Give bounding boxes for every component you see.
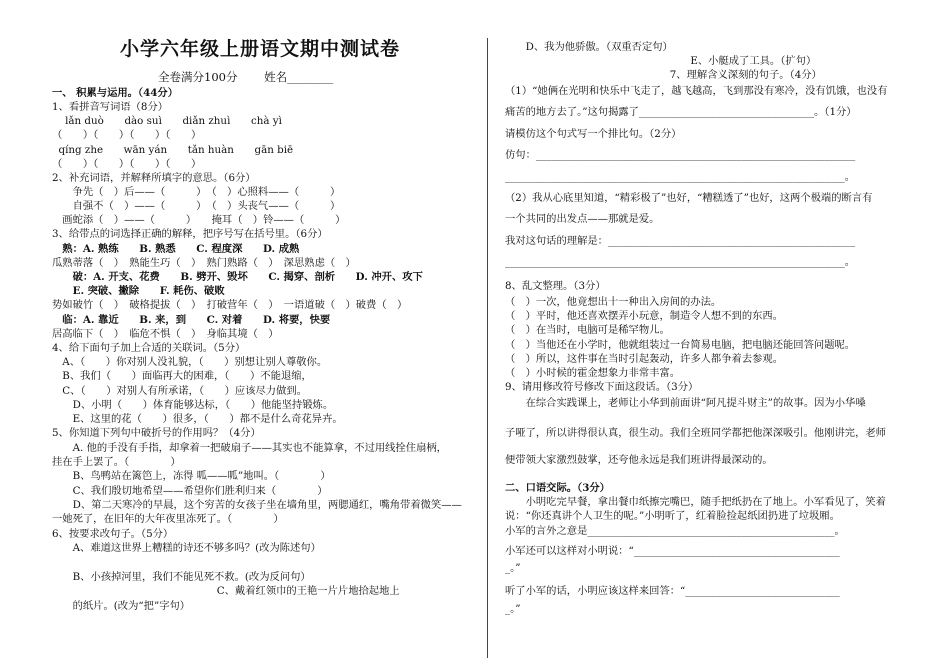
q1-pinyin-row-2: qíng zhe wān yán tǎn huàn gān biē [52,144,294,156]
q3-shu-options: 熟：A. 熟练 B. 熟悉 C. 程度深 D. 成熟 [52,243,300,255]
q1-blank-row-1: （ ）（ ）（ ）（ ） [52,129,202,141]
q1-heading: 1、看拼音写词语（8分） [52,101,169,113]
oral-passage-1: 小明吃完早餐，拿出餐巾纸擦完嘴巴，随手把纸扔在了地上。小军看见了，笑着 [505,496,886,508]
q4-b: B、我们（ ）面临再大的困难，（ ）不能退缩， [52,370,312,382]
oral-q2-end: _。” [505,562,521,574]
q7-2-line-2: 一个共同的出发点——那就是爱。 [505,213,660,225]
q8-item-3: （ ）在当时，电脑可是稀罕物儿。 [505,324,670,336]
q2-row-3: 画蛇添（ ）——（ ） 掩耳（ ）铃——（ ） [52,214,346,226]
q2-heading: 2、补充词语，并解释所填字的意思。（6分） [52,172,256,184]
q4-e: E、这里的花（ ）很多，（ ）都不是什么奇花异卉。 [52,413,343,425]
q3-shu-items: 瓜熟蒂落（ ） 熟能生巧（ ） 熟门熟路（ ） 深思熟虑（ ） [52,257,356,269]
q5-a: A. 他的手没有手指，却拿着一把破扇子——其实也不能算拿，不过用线拴住扇柄， [52,442,447,454]
oral-q3: 听了小军的话，小明应该这样来回答：“______________________________ [505,585,840,597]
oral-q2: 小军还可以这样对小明说：“________________________________________ [505,545,840,557]
q7-1-instruction: 请模仿这个句式写一个排比句。（2分） [505,128,682,140]
q5-c: C、我们殷切地希望——希望你们胜利归来（ ） [52,485,328,497]
q6-b: B、小孩掉河里，我们不能见死不救。(改为反问句） [52,571,311,583]
q4-a: A、（ ）你对别人没礼貌，（ ）别想让别人尊敬你。 [52,356,328,368]
q8-item-4: （ ）当他还在小学时，他就组装过一台简易电脑，把电脑还能回答问题呢。 [505,339,856,351]
q9-line-1: 在综合实践课上，老师让小华到前面讲“阿凡提斗财主”的故事。因为小华嗓 [505,397,866,409]
q5-d-cont: 一她死了，在旧年的大年夜里冻死了。（ ） [52,513,284,525]
q7-imitation-line-2: __________________________________________________________________。 [505,171,856,183]
oral-passage-2: 说：“你还真讲个人卫生的呢。”小明听了，红着脸捡起纸团扔进了垃圾厢。 [505,510,840,522]
q6-a: A、难道这世界上糟糕的诗还不够多吗？(改为陈述句） [52,542,321,554]
q8-item-2: （ ）平时，他还喜欢摆弄小玩意，制造令人想不到的东西。 [505,310,784,322]
oral-q3-end: _。” [505,603,521,615]
q9-heading: 9、请用修改符号修改下面这段话。（3分） [505,381,699,393]
q3-po-items: 势如破竹（ ） 破格提拔（ ） 打破营年（ ） 一语道破（ ）破费（ ） [52,299,408,311]
q7-2-line-1: （2）我从心底里知道，“精彩极了”也好，“糟糕透了”也好，这两个极端的断言有 [505,192,873,204]
q5-d: D、第二天寒冷的早晨，这个穷苦的女孩子坐在墙角里，两腮通红，嘴角带着微笑—— [52,499,462,511]
q9-line-3: 便带领大家激烈鼓掌，还夸他永远是我们班讲得最深动的。 [505,454,773,466]
q6-e: E、小艇成了工具。（扩句） [505,55,817,67]
q3-po-options: 破：A. 开支、花费 B. 劈开、毁坏 C. 揭穿、剖析 D. 冲开、攻下 [52,271,423,283]
q3-lin-items: 居高临下（ ） 临危不惧（ ） 身临其境（ ） [52,328,279,340]
q6-heading: 6、按要求改句子。（5分） [52,528,174,540]
q8-item-1: （ ）一次，他竟想出十一种出入房间的办法。 [505,296,722,308]
q9-line-2: 子哑了，所以讲得很认真，很生动。我们全班同学都把他深深吸引。他刚讲完，老师 [505,427,886,439]
q4-heading: 4、给下面句子加上合适的关联词。（5分） [52,342,246,354]
q1-blank-row-2: （ ）（ ）（ ）（ ） [52,158,202,170]
q7-1-line-2: 痛苦的地方去了。”这句揭露了__________________________________。（1分） [505,106,857,118]
oral-q1: 小军的言外之意是________________________________________________。 [505,525,845,537]
q8-item-6: （ ）小时候的霍金想象力非常丰富。 [505,367,681,379]
q7-heading: 7、理解含义深刻的句子。（4分） [505,69,822,81]
q7-2-answer-2: __________________________________________________________________。 [505,256,856,268]
q5-heading: 5、你知道下列句中破折号的作用吗？（4分） [52,427,261,439]
q1-pinyin-row-1: lǎn duò dào suì diǎn zhuì chà yì [52,115,282,127]
q3-heading: 3、给带点的词选择正确的解释，把序号写在括号里。（6分） [52,228,328,240]
q8-heading: 8、乱文整理。（3分） [505,280,606,292]
q7-1-line-1: （1）“她俩在光明和快乐中飞走了，越飞越高，飞到那没有寒冷，没有饥饿，也没有 [505,85,888,97]
page-subtitle: 全卷满分100分 姓名________ [158,70,334,84]
q5-a-cont: 挂在手上罢了。（ ） [52,456,181,468]
section-1-heading: 一、 积累与运用。（44分） [52,87,179,99]
q3-po-options-2: E. 突破、撇除 F. 耗伤、破败 [52,285,225,297]
q8-item-5: （ ）所以，这件事在当时引起轰动，许多人都争着去参观。 [505,353,784,365]
q2-row-2: 自强不（ ）——（ ） （ ）头丧气——（ ） [52,200,341,212]
q6-d: D、我为他骄傲。（双重否定句） [505,41,673,53]
q6-c: C、戴着红领巾的王艳一片片地拾起地上 [52,585,400,597]
q3-lin-options: 临：A. 靠近 B. 来，到 C. 对着 D. 将要，快要 [52,314,331,326]
q2-row-1: 争先（ ）后——（ ） （ ）心照料——（ ） [52,186,341,198]
q5-b: B、鸟鸭站在篱笆上，冻得 呱——呱”地叫。（ ） [52,470,331,482]
q7-2-answer: 我对这句话的理解是：________________________________________________ [505,235,856,247]
page-title: 小学六年级上册语文期中测试卷 [120,38,401,60]
q4-d: D、小明（ ）体育能够达标，（ ）他能坚持锻炼。 [52,399,334,411]
column-divider [487,38,488,658]
section-2-heading: 二、口语交际。（3分） [505,482,610,494]
q4-c: C、（ ）对别人有所承诺，（ ）应该尽力做到。 [52,385,307,397]
q6-c-cont: 的纸片。(改为“把”字句） [52,600,191,612]
q7-imitation-line: 仿句：______________________________________________________________ [505,149,856,161]
